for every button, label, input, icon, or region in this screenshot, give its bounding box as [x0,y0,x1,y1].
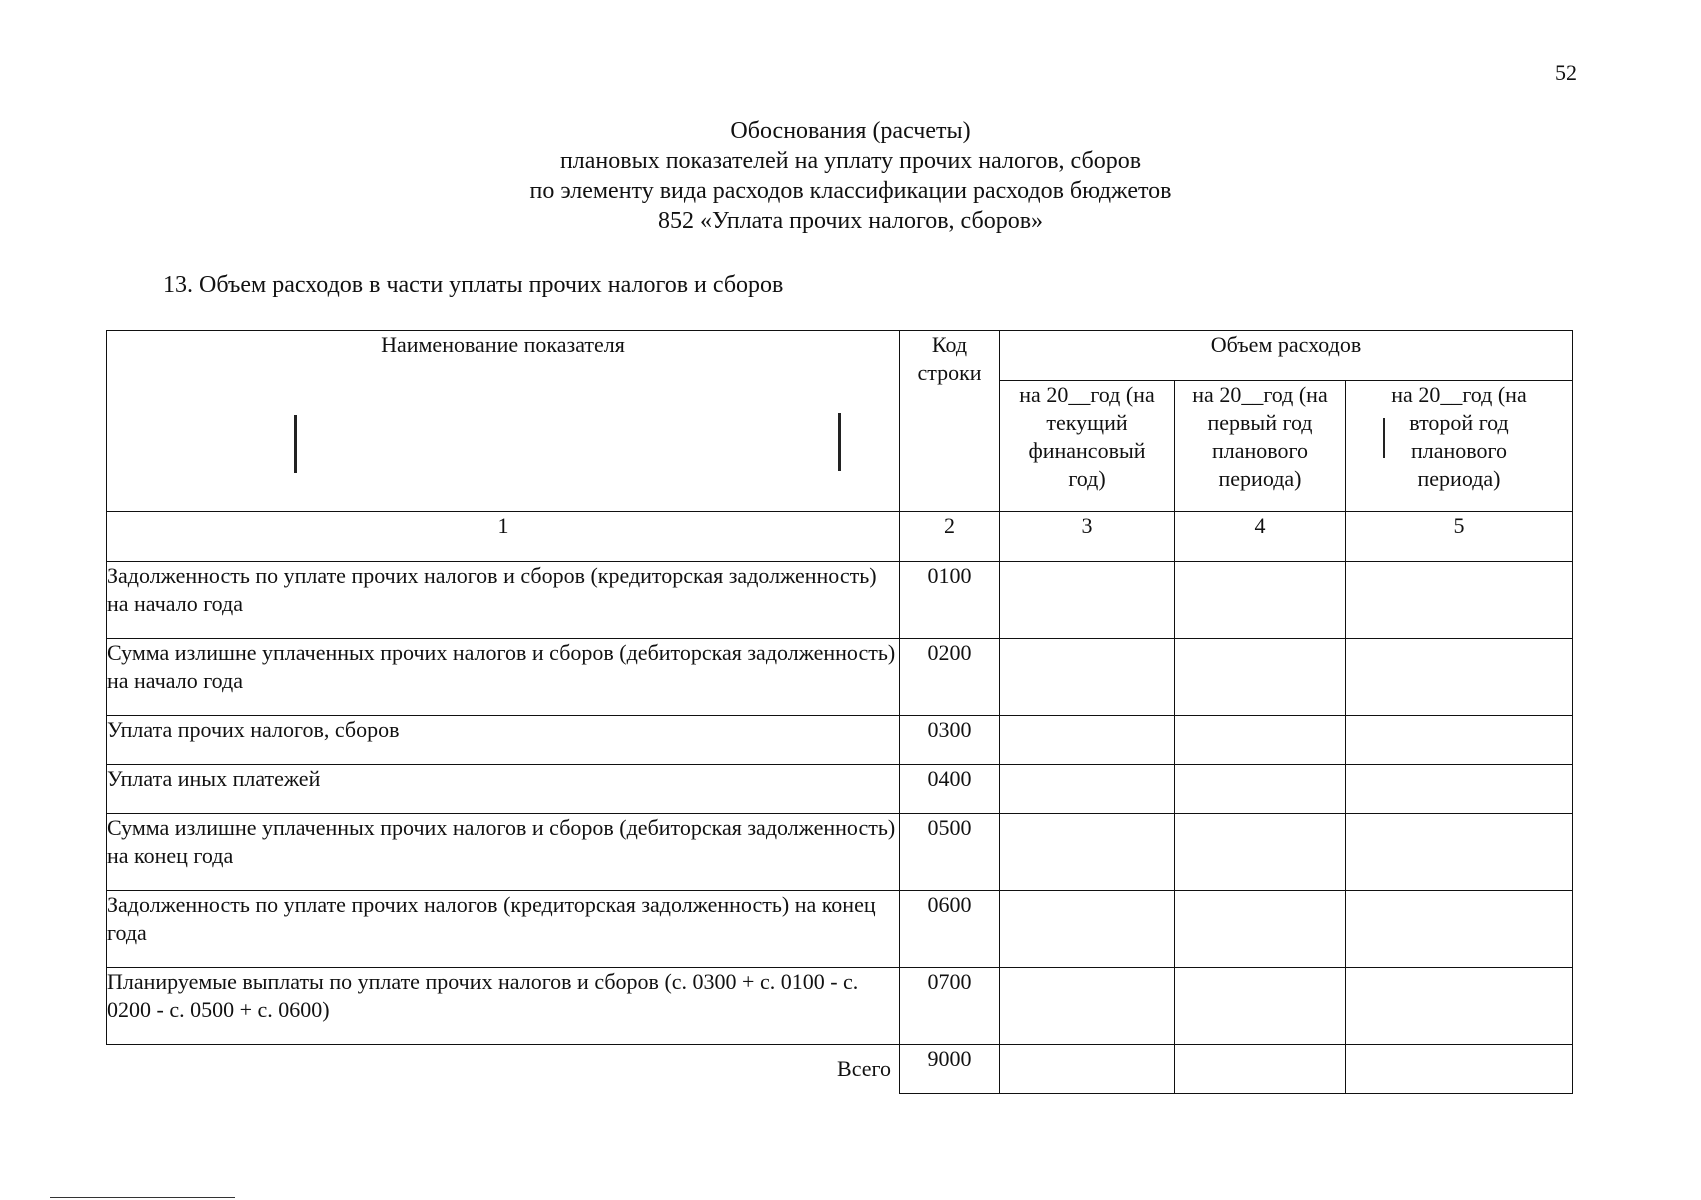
column-number-3: 3 [1000,512,1175,562]
value-cell-second-plan-year [1346,716,1573,765]
title-line-4: 852 «Уплата прочих налогов, сборов» [657,208,1044,234]
table-row [107,765,1573,814]
scan-mark [294,415,297,473]
row-name: Планируемые выплаты по уплате прочих налогов и сборов (с. 0300 + с. 0100 - с. 0200 - с. 0500 + с. 0600) [107,968,900,1045]
value-cell-first-plan-year [1175,765,1346,814]
page-number: 52 [1555,60,1577,85]
header-group-cell [1000,331,1573,381]
value-cell-second-plan-year [1346,891,1573,968]
value-cell-second-plan-year [1346,639,1573,716]
section-heading: 13. Объем расходов в части уплаты прочих налогов и сборов [163,272,784,298]
header-group: Объем расходов [1210,332,1362,357]
value-cell-first-plan-year [1175,814,1346,891]
header-code-cell [900,331,1000,512]
total-cell-first-plan-year [1175,1045,1346,1094]
value-cell-first-plan-year [1175,891,1346,968]
scan-mark [1383,418,1385,458]
value-cell-second-plan-year [1346,562,1573,639]
total-cell-current-year [1000,1045,1175,1094]
value-cell-first-plan-year [1175,639,1346,716]
table-row [107,814,1573,891]
row-code: 0100 [900,562,1000,639]
header-year1-cell [1000,381,1175,512]
value-cell-second-plan-year [1346,814,1573,891]
value-cell-current-year [1000,814,1175,891]
total-code: 9000 [900,1045,1000,1094]
row-code: 0700 [900,968,1000,1045]
value-cell-first-plan-year [1175,562,1346,639]
column-number-4: 4 [1175,512,1346,562]
table-row [107,968,1573,1045]
column-number-5: 5 [1346,512,1573,562]
total-label: Всего [837,1056,891,1081]
header-year2-cell [1175,381,1346,512]
header-row-1 [107,331,1573,381]
header-code: Код строки [917,332,982,385]
row-name: Задолженность по уплате прочих налогов и сборов (кредиторская задолженность) на начало года [107,562,900,639]
table-row [107,716,1573,765]
row-name: Уплата иных платежей [107,765,900,814]
title-line-3: по элементу вида расходов классификации расходов бюджетов [529,178,1172,204]
column-number-2: 2 [900,512,1000,562]
title-line-2: плановых показателей на уплату прочих налогов, сборов [559,148,1142,174]
total-cell-second-plan-year [1346,1045,1573,1094]
row-code: 0200 [900,639,1000,716]
header-year3: на 20__год (на второй год планового периода) [1391,382,1527,491]
scan-mark [838,413,841,471]
header-year2: на 20__год (на первый год планового периода) [1192,382,1328,491]
row-code: 0600 [900,891,1000,968]
row-name: Сумма излишне уплаченных прочих налогов и сборов (дебиторская задолженность) на начало года [107,639,900,716]
row-name: Задолженность по уплате прочих налогов (кредиторская задолженность) на конец года [107,891,900,968]
header-year3-cell [1346,381,1573,512]
header-year1: на 20__год (на текущий финансовый год) [1019,382,1155,491]
column-number-1: 1 [107,512,900,562]
value-cell-current-year [1000,716,1175,765]
total-row [107,1045,1573,1094]
row-code: 0400 [900,765,1000,814]
header-name-cell [107,331,900,512]
table-row [107,562,1573,639]
value-cell-second-plan-year [1346,968,1573,1045]
row-code: 0500 [900,814,1000,891]
value-cell-first-plan-year [1175,968,1346,1045]
column-numbers-row [107,512,1573,562]
value-cell-first-plan-year [1175,716,1346,765]
value-cell-current-year [1000,765,1175,814]
value-cell-current-year [1000,562,1175,639]
header-name: Наименование показателя [381,332,625,357]
footnote-rule [50,1197,235,1198]
document-title [0,116,1701,236]
value-cell-current-year [1000,639,1175,716]
table-row [107,639,1573,716]
value-cell-current-year [1000,891,1175,968]
row-name: Сумма излишне уплаченных прочих налогов и сборов (дебиторская задолженность) на конец года [107,814,900,891]
row-code: 0300 [900,716,1000,765]
row-name: Уплата прочих налогов, сборов [107,716,900,765]
table-row [107,891,1573,968]
title-line-1: Обоснования (расчеты) [730,118,971,144]
value-cell-second-plan-year [1346,765,1573,814]
value-cell-current-year [1000,968,1175,1045]
